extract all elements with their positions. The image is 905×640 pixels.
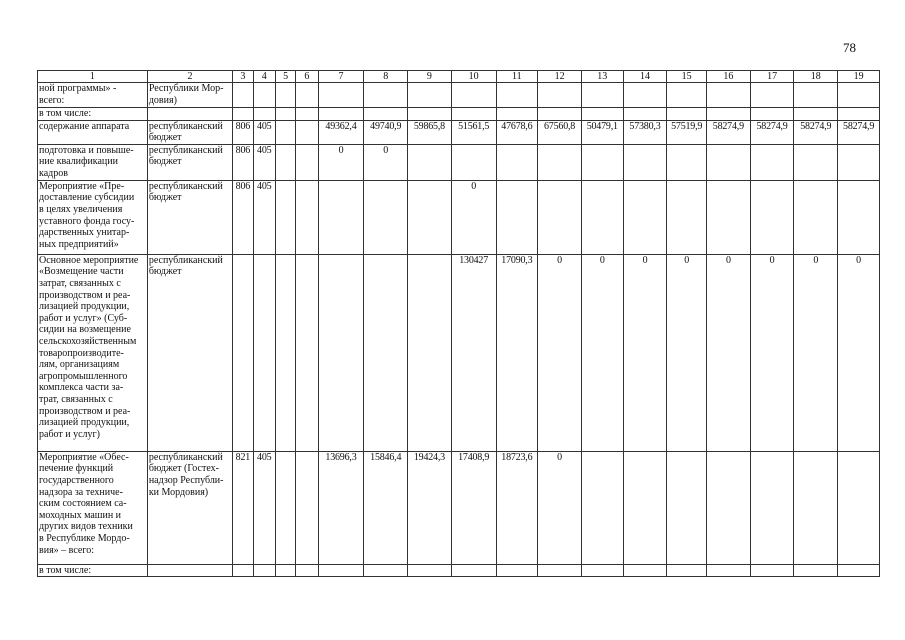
column-header: 6 [296, 71, 318, 83]
value-cell: 806 [233, 180, 253, 254]
value-cell: 17090,3 [496, 254, 538, 451]
value-cell: 50479,1 [581, 120, 623, 144]
value-cell [364, 83, 408, 108]
value-cell [794, 144, 838, 180]
value-cell [296, 254, 318, 451]
value-cell [623, 564, 667, 577]
description-line: работ и услуг» (Суб- [39, 312, 128, 324]
value-cell [538, 108, 582, 121]
column-header: 1 [38, 71, 148, 83]
value-cell [750, 564, 794, 577]
value-cell [233, 254, 253, 451]
description-line: содержание аппарата [39, 120, 130, 132]
description-line: доставление субсидии [39, 192, 135, 204]
value-cell [364, 564, 408, 577]
table-row [38, 120, 880, 144]
value-cell: 13696,3 [318, 451, 364, 564]
column-header: 10 [451, 71, 496, 83]
value-cell [794, 451, 838, 564]
value-cell [296, 451, 318, 564]
value-cell: 57519,9 [667, 120, 707, 144]
description-line: в том числе: [39, 108, 92, 119]
value-cell [538, 180, 582, 254]
value-cell: 0 [623, 254, 667, 451]
value-cell [538, 144, 582, 180]
value-cell: 58274,9 [750, 120, 794, 144]
value-cell: 0 [667, 254, 707, 451]
value-cell: 19424,3 [408, 451, 452, 564]
value-cell [408, 144, 452, 180]
value-cell [838, 83, 880, 108]
value-cell [296, 564, 318, 577]
description-line: ние квалификации [39, 156, 118, 168]
row-description [38, 120, 148, 144]
description-line: затрат, связанных с [39, 277, 121, 289]
value-cell [233, 108, 253, 121]
funding-source [147, 83, 232, 108]
value-cell [667, 564, 707, 577]
source-line: республиканский [148, 180, 223, 192]
value-cell [581, 83, 623, 108]
value-cell [750, 108, 794, 121]
column-header: 8 [364, 71, 408, 83]
value-cell: 0 [538, 254, 582, 451]
value-cell [318, 180, 364, 254]
description-line: государственного [39, 474, 114, 486]
value-cell: 405 [253, 120, 275, 144]
value-cell [253, 564, 275, 577]
value-cell [794, 564, 838, 577]
table-body [38, 71, 880, 577]
source-line: республиканский [148, 120, 223, 132]
source-line: республиканский [148, 451, 223, 463]
value-cell [496, 108, 538, 121]
funding-source [147, 120, 232, 144]
value-cell [706, 83, 750, 108]
description-line: в Республике Мордо- [39, 532, 130, 544]
description-line: «Возмещение части [39, 266, 124, 278]
table-row [38, 254, 880, 451]
description-line: работ и услуг) [39, 428, 100, 440]
value-cell: 0 [318, 144, 364, 180]
value-cell [667, 83, 707, 108]
value-cell [838, 108, 880, 121]
description-line: дарственных унитар- [39, 227, 130, 239]
value-cell [623, 144, 667, 180]
value-cell [667, 180, 707, 254]
value-cell [364, 108, 408, 121]
column-header: 11 [496, 71, 538, 83]
value-cell [451, 564, 496, 577]
description-line: ной программы» - [39, 83, 117, 94]
value-cell: 0 [581, 254, 623, 451]
value-cell [318, 254, 364, 451]
value-cell [581, 180, 623, 254]
value-cell: 47678,6 [496, 120, 538, 144]
value-cell [623, 108, 667, 121]
column-header: 19 [838, 71, 880, 83]
value-cell [253, 108, 275, 121]
value-cell: 67560,8 [538, 120, 582, 144]
value-cell [538, 83, 582, 108]
value-cell [408, 108, 452, 121]
description-line: Мероприятие «Обес- [39, 451, 129, 463]
value-cell [706, 564, 750, 577]
funding-source [147, 564, 232, 577]
table-row [38, 108, 880, 121]
value-cell [275, 144, 295, 180]
value-cell: 59865,8 [408, 120, 452, 144]
source-line: ки Мордовия) [148, 486, 209, 498]
value-cell [794, 108, 838, 121]
value-cell [408, 564, 452, 577]
description-line: лизацией продукции, [39, 417, 130, 429]
source-line: надзор Республи- [148, 474, 224, 486]
table-row [38, 83, 880, 108]
description-line: товаропроизводите- [39, 347, 124, 359]
description-line: лизацией продукции, [39, 301, 130, 313]
value-cell: 806 [233, 120, 253, 144]
column-header: 9 [408, 71, 452, 83]
funding-source [147, 451, 232, 564]
value-cell [706, 451, 750, 564]
description-line: ных предприятий» [39, 238, 119, 250]
value-cell: 405 [253, 451, 275, 564]
value-cell [451, 108, 496, 121]
source-line: республиканский [148, 144, 223, 156]
description-line: ским состоянием са- [39, 498, 127, 510]
value-cell [838, 451, 880, 564]
page-number: 78 [843, 40, 856, 55]
value-cell [296, 108, 318, 121]
column-header: 16 [706, 71, 750, 83]
source-line: бюджет [148, 192, 182, 204]
value-cell [275, 254, 295, 451]
value-cell [318, 108, 364, 121]
row-description [38, 564, 148, 577]
value-cell [496, 180, 538, 254]
value-cell [275, 83, 295, 108]
value-cell [233, 564, 253, 577]
value-cell [253, 254, 275, 451]
description-line: Основное мероприятие [39, 254, 139, 266]
source-line: довия) [148, 94, 177, 106]
value-cell: 15846,4 [364, 451, 408, 564]
row-description [38, 83, 148, 108]
source-line: бюджет [148, 132, 182, 144]
description-line: в том числе: [39, 564, 92, 576]
description-line: Мероприятие «Пре- [39, 180, 125, 192]
value-cell [623, 451, 667, 564]
value-cell [364, 180, 408, 254]
value-cell [318, 564, 364, 577]
value-cell [794, 180, 838, 254]
description-line: в целях увеличения [39, 203, 123, 215]
source-line: Республики Мор- [148, 83, 224, 94]
value-cell [667, 451, 707, 564]
value-cell [296, 120, 318, 144]
value-cell: 51561,5 [451, 120, 496, 144]
description-line: всего: [39, 94, 65, 106]
value-cell [275, 180, 295, 254]
description-line: комплекса части за- [39, 382, 124, 394]
value-cell: 806 [233, 144, 253, 180]
description-line: уставного фонда госу- [39, 215, 135, 227]
value-cell [706, 180, 750, 254]
value-cell: 0 [451, 180, 496, 254]
value-cell: 58274,9 [706, 120, 750, 144]
value-cell [451, 83, 496, 108]
value-cell [581, 564, 623, 577]
funding-source [147, 254, 232, 451]
value-cell [838, 180, 880, 254]
column-header: 5 [275, 71, 295, 83]
description-line: лям, организациям [39, 359, 120, 371]
column-header: 4 [253, 71, 275, 83]
value-cell [408, 180, 452, 254]
column-header: 18 [794, 71, 838, 83]
value-cell [275, 451, 295, 564]
description-line: производством и реа- [39, 405, 131, 417]
description-line: моходных машин и [39, 509, 122, 521]
row-description [38, 180, 148, 254]
value-cell [408, 83, 452, 108]
header-row [38, 71, 880, 83]
value-cell: 0 [538, 451, 582, 564]
column-header: 14 [623, 71, 667, 83]
value-cell: 57380,3 [623, 120, 667, 144]
source-line: республиканский [148, 254, 223, 266]
value-cell [496, 564, 538, 577]
budget-table [37, 70, 880, 577]
value-cell [496, 144, 538, 180]
value-cell [581, 144, 623, 180]
description-line: трат, связанных с [39, 393, 113, 405]
value-cell [750, 180, 794, 254]
value-cell [838, 564, 880, 577]
value-cell [623, 180, 667, 254]
value-cell: 49362,4 [318, 120, 364, 144]
value-cell [451, 144, 496, 180]
value-cell [275, 120, 295, 144]
row-description [38, 451, 148, 564]
table-row [38, 144, 880, 180]
description-line: вия» – всего: [39, 544, 94, 556]
description-line: сельскохозяйственным [39, 335, 137, 347]
value-cell: 17408,9 [451, 451, 496, 564]
value-cell [667, 144, 707, 180]
source-line: бюджет [148, 156, 182, 168]
value-cell [318, 83, 364, 108]
value-cell: 0 [364, 144, 408, 180]
column-header: 3 [233, 71, 253, 83]
value-cell [496, 83, 538, 108]
value-cell: 405 [253, 180, 275, 254]
table-row [38, 564, 880, 577]
value-cell [581, 451, 623, 564]
column-header: 15 [667, 71, 707, 83]
value-cell [581, 108, 623, 121]
column-header: 17 [750, 71, 794, 83]
value-cell: 130427 [451, 254, 496, 451]
table-row [38, 451, 880, 564]
funding-source [147, 108, 232, 121]
description-line: сидии на возмещение [39, 324, 131, 336]
description-line: надзора за техниче- [39, 486, 123, 498]
value-cell [233, 83, 253, 108]
value-cell [275, 564, 295, 577]
value-cell: 821 [233, 451, 253, 564]
description-line: других видов техники [39, 521, 133, 533]
value-cell [296, 180, 318, 254]
value-cell [706, 144, 750, 180]
value-cell: 0 [838, 254, 880, 451]
description-line: кадров [39, 167, 68, 179]
value-cell: 58274,9 [838, 120, 880, 144]
value-cell [364, 254, 408, 451]
column-header: 7 [318, 71, 364, 83]
value-cell: 49740,9 [364, 120, 408, 144]
value-cell [750, 451, 794, 564]
description-line: агропромышленного [39, 370, 128, 382]
value-cell [253, 83, 275, 108]
value-cell [667, 108, 707, 121]
column-header: 13 [581, 71, 623, 83]
value-cell: 0 [706, 254, 750, 451]
table-row [38, 180, 880, 254]
value-cell [538, 564, 582, 577]
value-cell [296, 144, 318, 180]
funding-source [147, 144, 232, 180]
value-cell [750, 83, 794, 108]
source-line: бюджет (Гостех- [148, 463, 219, 475]
description-line: производством и реа- [39, 289, 131, 301]
row-description [38, 144, 148, 180]
value-cell [275, 108, 295, 121]
description-line: подготовка и повыше- [39, 144, 134, 156]
row-description [38, 108, 148, 121]
row-description [38, 254, 148, 451]
column-header: 2 [147, 71, 232, 83]
source-line: бюджет [148, 266, 182, 278]
value-cell [408, 254, 452, 451]
value-cell: 58274,9 [794, 120, 838, 144]
description-line: печение функций [39, 463, 114, 475]
value-cell [794, 83, 838, 108]
value-cell: 405 [253, 144, 275, 180]
value-cell: 0 [750, 254, 794, 451]
value-cell [750, 144, 794, 180]
value-cell [838, 144, 880, 180]
funding-source [147, 180, 232, 254]
value-cell: 0 [794, 254, 838, 451]
value-cell: 18723,6 [496, 451, 538, 564]
value-cell [296, 83, 318, 108]
value-cell [623, 83, 667, 108]
value-cell [706, 108, 750, 121]
column-header: 12 [538, 71, 582, 83]
